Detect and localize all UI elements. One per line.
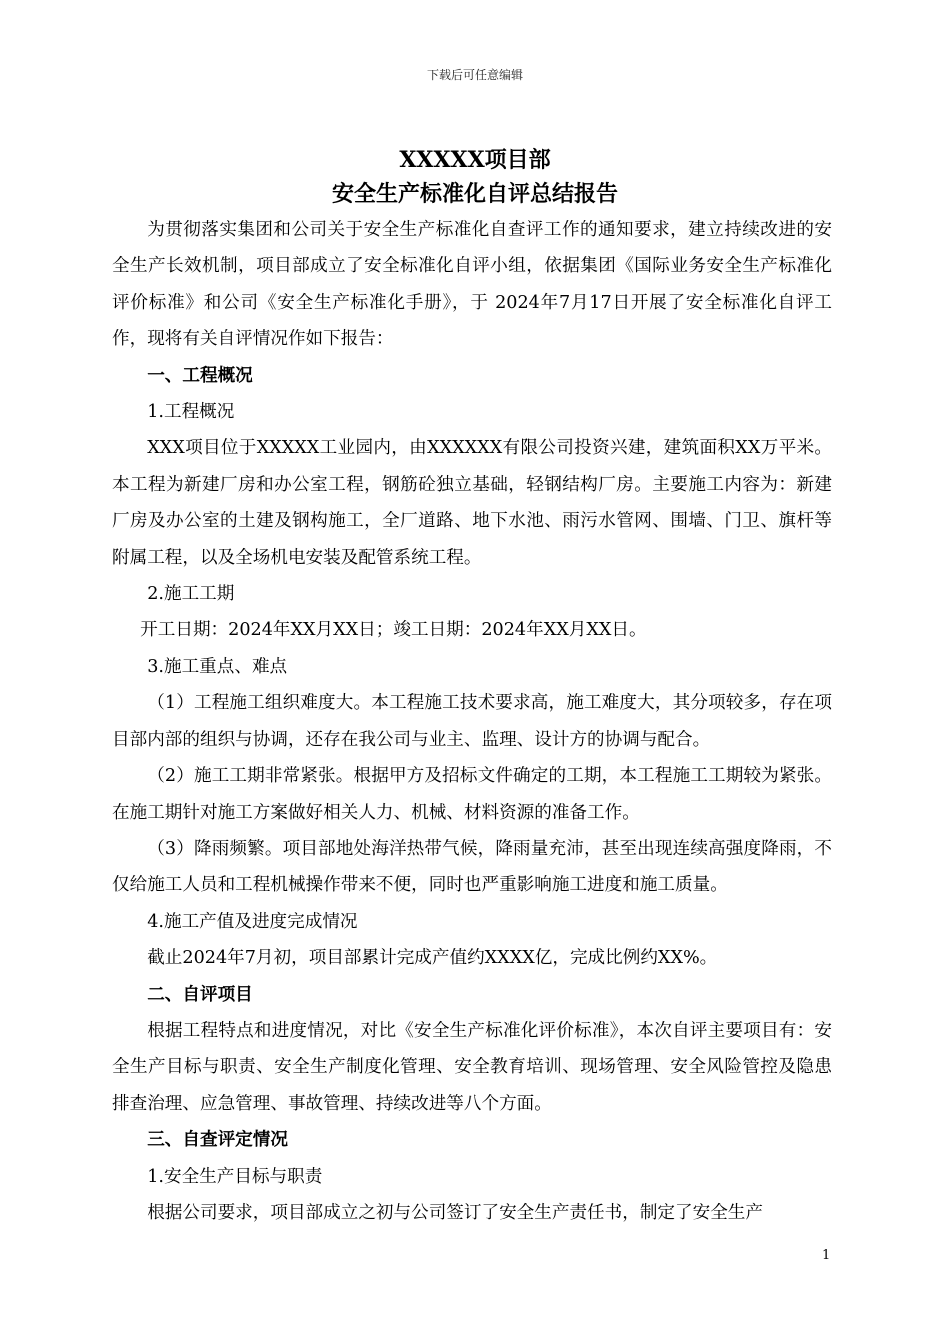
- paragraph-difficulty-3: （3）降雨频繁。项目部地处海洋热带气候，降雨量充沛，甚至出现连续高强度降雨，不仅给施工人员和工程机械操作带来不便，同时也严重影响施工进度和施工质量。: [112, 838, 832, 896]
- paragraph-intro: 为贯彻落实集团和公司关于安全生产标准化自查评工作的通知要求，建立持续改进的安全生产长效机制，项目部成立了安全标准化自评小组，依据集团《国际业务安全生产标准化评价标准》和公司《安全生产标准化手册》，于 2024年7月17日开展了安全标准化自评工作，现将有关自评情况作如下报告：: [112, 220, 832, 350]
- section-heading-3: 三、自查评定情况: [147, 1129, 288, 1151]
- section-heading-2: 二、自评项目: [147, 983, 253, 1005]
- paragraph-responsibility: 根据公司要求，项目部成立之初与公司签订了安全生产责任书，制定了安全生产: [147, 1202, 763, 1223]
- header-note: 下载后可任意编辑: [426, 68, 523, 82]
- paragraph-schedule: 开工日期：2024年XX月XX日；竣工日期：2024年XX月XX日。: [140, 620, 647, 641]
- document-body: [112, 212, 832, 1231]
- paragraph-difficulty-1: （1）工程施工组织难度大。本工程施工技术要求高，施工难度大，其分项较多，存在项目部内部的组织与协调，还存在我公司与业主、监理、设计方的协调与配合。: [112, 693, 832, 750]
- subheading-1-1: 1.工程概况: [147, 402, 235, 423]
- paragraph-project-overview: XXX项目位于XXXXX工业园内，由XXXXXX有限公司投资兴建，建筑面积XX万平米。本工程为新建厂房和办公室工程，钢筋砼独立基础，轻钢结构厂房。主要施工内容为：新建厂房及办公室的土建及钢构施工，全厂道路、地下水池、雨污水管网、围墙、门卫、旗杆等附属工程，以及全场机电安装及配管系统工程。: [112, 438, 832, 568]
- subheading-1-3: 3.施工重点、难点: [147, 656, 288, 677]
- document-title-line1: XXXXX项目部: [399, 147, 551, 173]
- paragraph-difficulty-2: （2）施工工期非常紧张。根据甲方及招标文件确定的工期，本工程施工工期较为紧张。在施工期针对施工方案做好相关人力、机械、材料资源的准备工作。: [112, 766, 832, 823]
- subheading-3-1: 1.安全生产目标与职责: [147, 1166, 323, 1187]
- subheading-1-4: 4.施工产值及进度完成情况: [147, 911, 358, 932]
- subheading-1-2: 2.施工工期: [147, 584, 235, 605]
- section-heading-1: 一、工程概况: [147, 364, 253, 386]
- paragraph-progress: 截止2024年7月初，项目部累计完成产值约XXXX亿，完成比例约XX%。: [147, 948, 718, 969]
- page-number: 1: [822, 1248, 831, 1263]
- paragraph-evaluation-items: 根据工程特点和进度情况，对比《安全生产标准化评价标准》，本次自评主要项目有：安全生产目标与职责、安全生产制度化管理、安全教育培训、现场管理、安全风险管控及隐患排查治理、应急管理、事故管理、持续改进等八个方面。: [112, 1020, 832, 1114]
- document-title-line2: 安全生产标准化自评总结报告: [331, 181, 618, 207]
